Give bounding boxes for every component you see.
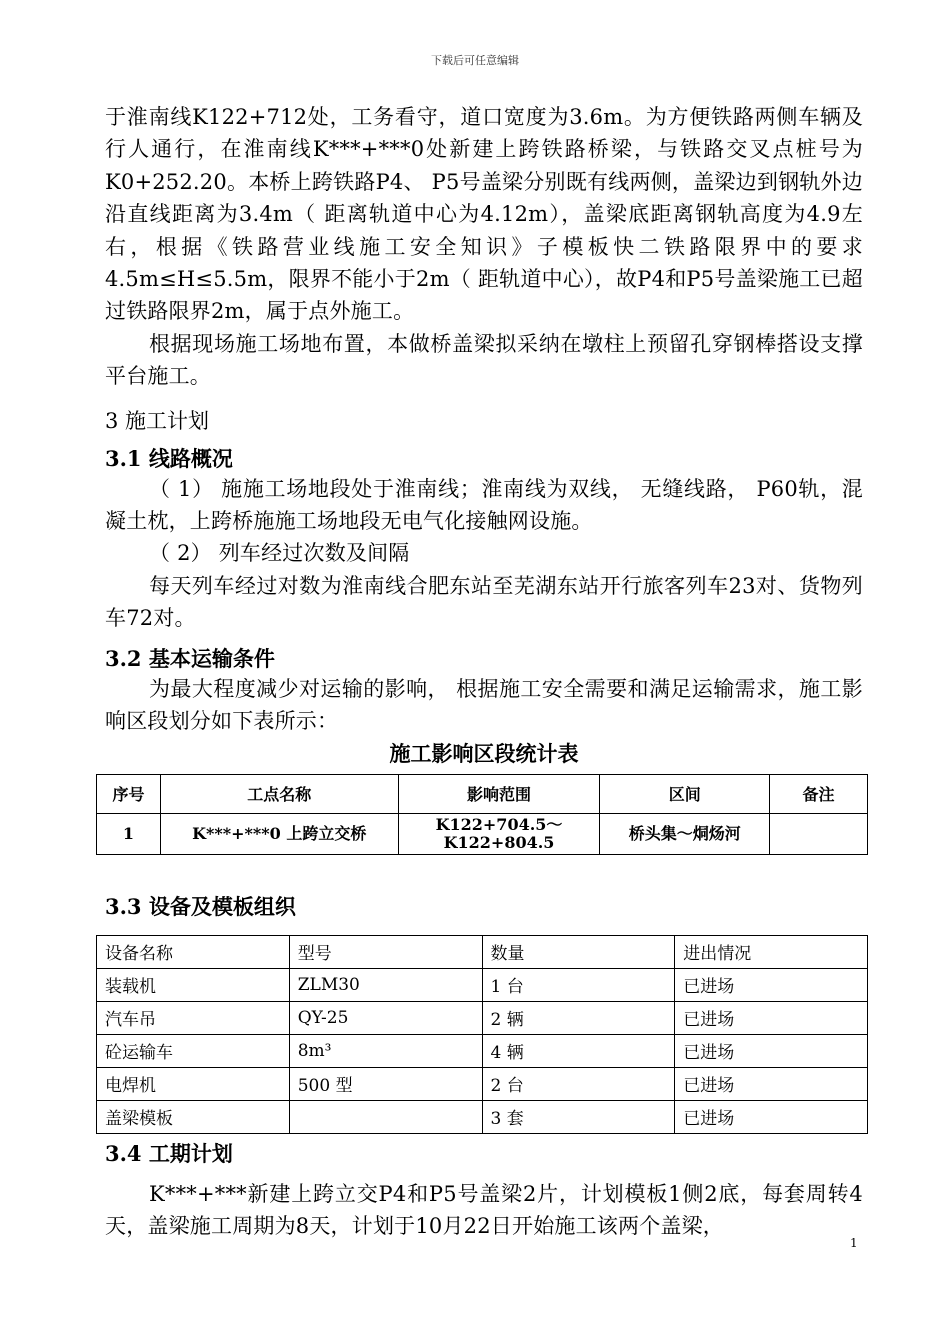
cell-site-name: K***+***0 上跨立交桥 (160, 813, 398, 854)
paragraph-line-status: （ 1） 施施工场地段处于淮南线；淮南线为双线， 无缝线路， P60轨，混凝土枕，上跨桥施施工场地段无电气化接触网设施。 (105, 476, 863, 534)
header-cell: 进出情况 (675, 935, 868, 968)
table-header-row (97, 935, 868, 968)
cell: 已进场 (675, 1067, 868, 1100)
table-row (97, 968, 868, 1001)
cell: QY-25 (289, 1001, 482, 1034)
cell: 8m³ (289, 1034, 482, 1067)
document-body (105, 101, 863, 1242)
range-line-1: K122+704.5～ (435, 814, 563, 834)
header-cell: 设备名称 (97, 935, 290, 968)
page-number: 1 (850, 1236, 858, 1250)
cell: 500 型 (289, 1067, 482, 1100)
section-heading-3-3: 3.3 设备及模板组织 (105, 893, 296, 919)
cell: 已进场 (675, 1001, 868, 1034)
table-row (97, 1100, 868, 1133)
cell: 4 辆 (482, 1034, 675, 1067)
table-row (97, 1001, 868, 1034)
range-line-2: K122+804.5 (443, 832, 555, 852)
cell: 2 辆 (482, 1001, 675, 1034)
table-row (97, 813, 868, 854)
cell: 3 套 (482, 1100, 675, 1133)
cell-remark (770, 813, 868, 854)
header-cell: 工点名称 (160, 774, 398, 813)
cell (289, 1100, 482, 1133)
cell: 电焊机 (97, 1067, 290, 1100)
cell: 装载机 (97, 968, 290, 1001)
cell: 汽车吊 (97, 1001, 290, 1034)
section-heading-3-1: 3.1 线路概况 (105, 445, 233, 471)
cell: 盖梁模板 (97, 1100, 290, 1133)
header-cell: 备注 (770, 774, 868, 813)
impact-section-table (96, 774, 868, 855)
section-heading-plan: 3 施工计划 (105, 408, 210, 433)
cell-no: 1 (97, 813, 161, 854)
paragraph-crossing-info: 于淮南线K122+712处，工务看守，道口宽度为3.6m。为方便铁路两侧车辆及行人通行，在淮南线K***+***0处新建上跨铁路桥梁，与铁路交叉点桩号为K0+252.20。本桥上跨铁路P4、 P5号盖梁分别既有线两侧，盖梁边到钢轨外边沿直线距离为3.4m（ 距离轨道中心为4.12m），盖梁底距离钢轨高度为4.9左右，根据《铁路营业线施工安全知识》子模板快二铁路限界中的要求4.5m≤H≤5.5m，限界不能小于2m（ 距轨道中心），故P4和P5号盖梁施工已超过铁路限界2m，属于点外施工。 (105, 105, 863, 324)
section-heading-3-2: 3.2 基本运输条件 (105, 645, 275, 671)
equipment-table (96, 935, 868, 1134)
cell: 1 台 (482, 968, 675, 1001)
paragraph-transport: 为最大程度减少对运输的影响， 根据施工安全需要和满足运输需求，施工影响区段划分如下表所示： (105, 676, 863, 734)
paragraph-train-frequency-title: （ 2） 列车经过次数及间隔 (149, 541, 410, 566)
paragraph-train-frequency: 每天列车经过对数为淮南线合肥东站至芜湖东站开行旅客列车23对、货物列车72对。 (105, 573, 863, 631)
cell: 砼运输车 (97, 1034, 290, 1067)
table-row (97, 1034, 868, 1067)
header-cell: 型号 (289, 935, 482, 968)
header-cell: 区间 (600, 774, 770, 813)
table-header-row (97, 774, 868, 813)
cell: 已进场 (675, 968, 868, 1001)
paragraph-support-platform: 根据现场施工场地布置，本做桥盖梁拟采纳在墩柱上预留孔穿钢棒搭设支撑平台施工。 (105, 331, 863, 389)
header-cell: 数量 (482, 935, 675, 968)
header-cell: 序号 (97, 774, 161, 813)
cell: 已进场 (675, 1034, 868, 1067)
header-cell: 影响范围 (398, 774, 600, 813)
cell-range (398, 813, 600, 854)
cell: ZLM30 (289, 968, 482, 1001)
paragraph-schedule: K***+***新建上跨立交P4和P5号盖梁2片，计划模板1侧2底，每套周转4天，盖梁施工周期为8天，计划于10月22日开始施工该两个盖梁， (105, 1181, 863, 1238)
cell: 2 台 (482, 1067, 675, 1100)
header-note: 下载后可任意编辑 (431, 54, 519, 67)
section-heading-3-4: 3.4 工期计划 (105, 1140, 233, 1166)
table-row (97, 1067, 868, 1100)
cell: 已进场 (675, 1100, 868, 1133)
cell-section: 桥头集～烔炀河 (600, 813, 770, 854)
stat-table-title: 施工影响区段统计表 (389, 740, 579, 766)
